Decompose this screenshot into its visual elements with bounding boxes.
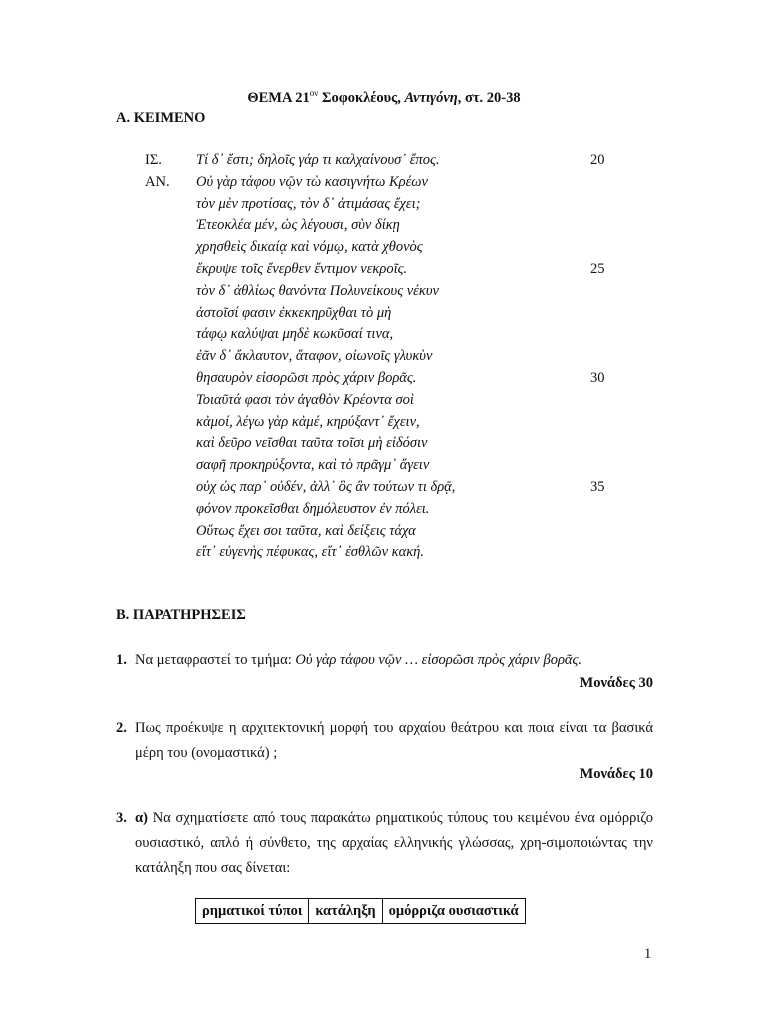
section-heading-text: Α. ΚΕΙΜΕΝΟ <box>116 110 206 126</box>
poem-line-number: 30 <box>590 369 605 386</box>
poem-line <box>0 305 768 327</box>
poem-line <box>0 523 768 545</box>
poem-line <box>0 479 768 501</box>
document-title <box>0 88 768 107</box>
table-header-cognate-nouns: ομόρριζα ουσιαστικά <box>382 899 525 924</box>
poem-verse-text: τάφῳ καλύψαι μηδὲ κωκῦσαί τινα, <box>196 326 394 343</box>
poem-line <box>0 217 768 239</box>
poem-line-number: 35 <box>590 478 605 495</box>
poem-line <box>0 392 768 414</box>
section-heading-remarks: Β. ΠΑΡΑΤΗΡΗΣΕΙΣ <box>116 607 246 623</box>
question-3-number: 3. <box>116 810 127 826</box>
question-3-label: α) <box>135 810 148 826</box>
poem-speaker: ΑΝ. <box>145 173 170 190</box>
question-2-text: Πως προέκυψε η αρχιτεκτονική μορφή του αρχαίου θεάτρου και ποια είναι τα βασικά μέρη του (ονομαστικά) ; <box>135 720 653 761</box>
title-sup: ον <box>309 88 319 98</box>
poem-line <box>0 435 768 457</box>
poem-verse-text: χρησθεὶς δικαίᾳ καὶ νόμῳ, κατὰ χθονὸς <box>196 239 423 256</box>
poem-line <box>0 544 768 566</box>
poem-line <box>0 457 768 479</box>
poem-verse-text: Τί δ᾽ ἔστι; δηλοῖς γάρ τι καλχαίνουσ᾽ ἔπος. <box>196 152 440 168</box>
table-header-ending: κατάληξη <box>309 899 382 924</box>
title-prefix: ΘΕΜΑ 21 <box>247 89 310 106</box>
poem-verse-text: ἐᾶν δ᾽ ἄκλαυτον, ἄταφον, οἰωνοῖς γλυκὺν <box>196 348 433 365</box>
poem-line <box>0 326 768 348</box>
poem-verse-text: φόνον προκεῖσθαι δημόλευστον ἐν πόλει. <box>196 500 430 517</box>
poem-verse-text: Ἐτεοκλέα μέν, ὡς λέγουσι, σὺν δίκῃ <box>196 217 400 234</box>
question-1-quote: Οὐ γὰρ τάφου νῷν … εἰσορῶσι πρὸς χάριν βορᾶς. <box>295 652 583 668</box>
question-1-marks: Μονάδες 30 <box>579 675 653 691</box>
poem-line <box>0 501 768 523</box>
poem-verse-text: οὐχ ὡς παρ᾽ οὐδέν, ἀλλ᾽ ὃς ἂν τούτων τι δρᾷ, <box>196 478 456 495</box>
table-header-verb-forms: ρηματικοί τύποι <box>196 899 309 924</box>
poem-line <box>0 414 768 436</box>
title-work: Αντιγόνη <box>404 89 458 106</box>
poem-verse-text: ἔκρυψε τοῖς ἔνερθεν ἔντιμον νεκροῖς. <box>196 260 408 277</box>
question-2-marks: Μονάδες 10 <box>579 766 653 782</box>
poem-verse-text: καὶ δεῦρο νεῖσθαι ταῦτα τοῖσι μὴ εἰδόσιν <box>196 435 428 452</box>
question-1-prompt: Να μεταφραστεί το τμήμα: <box>135 652 296 668</box>
poem-verse-text: σαφῆ προκηρύξοντα, καὶ τὸ πρᾶγμ᾽ ἄγειν <box>196 457 430 474</box>
poem-line <box>0 152 768 174</box>
forms-table <box>195 898 526 924</box>
poem-line <box>0 239 768 261</box>
page-number: 1 <box>644 946 652 962</box>
poem-verse-text: τὸν δ᾽ ἀθλίως θανόντα Πολυνείκους νέκυν <box>196 282 439 299</box>
poem-line <box>0 283 768 305</box>
poem-line <box>0 261 768 283</box>
title-author: Σοφοκλέους, <box>318 89 405 106</box>
poem-verse-text: κἀμοί, λέγω γὰρ κἀμέ, κηρύξαντ᾽ ἔχειν, <box>196 413 420 430</box>
poem-line <box>0 196 768 218</box>
poem-verse-text: θησαυρὸν εἰσορῶσι πρὸς χάριν βορᾶς. <box>196 369 417 386</box>
question-1-text <box>135 648 653 673</box>
table-header-row <box>196 899 526 924</box>
poem-speaker: ΙΣ. <box>145 152 162 168</box>
poem-block <box>0 152 768 566</box>
question-2-number: 2. <box>116 720 127 736</box>
question-3-prompt: Να σχηματίσετε από τους παρακάτω ρηματικούς τύπους του κειμένου ένα ομόρριζο ουσιαστικό, απλό ή σύνθετο, της αρχαίας ελληνικής γλώσσας, χρη-σιμοποιώντας την κατάληξη που σας δίνεται: <box>135 810 653 876</box>
poem-line-number: 25 <box>590 260 605 277</box>
poem-verse-text: ἀστοῖσί φασιν ἐκκεκηρῦχθαι τὸ μὴ <box>196 304 392 321</box>
poem-verse-text: Οὕτως ἔχει σοι ταῦτα, καὶ δείξεις τάχα <box>196 522 416 539</box>
poem-verse-text: εἴτ᾽ εὐγενὴς πέφυκας, εἴτ᾽ ἐσθλῶν κακή. <box>196 544 424 561</box>
question-3-text <box>135 806 653 881</box>
title-range: , στ. 20-38 <box>457 89 521 106</box>
poem-verse-text: Τοιαῦτά φασι τὸν ἀγαθὸν Κρέοντα σοὶ <box>196 391 414 408</box>
poem-verse-text: Οὐ γὰρ τάφου νῷν τὼ κασιγνήτω Κρέων <box>196 173 428 190</box>
poem-verse-text: τὸν μὲν προτίσας, τὸν δ᾽ ἀτιμάσας ἔχει; <box>196 195 421 212</box>
poem-line <box>0 370 768 392</box>
poem-line <box>0 174 768 196</box>
poem-line-number: 20 <box>590 152 605 168</box>
poem-line <box>0 348 768 370</box>
question-1-number: 1. <box>116 652 127 668</box>
